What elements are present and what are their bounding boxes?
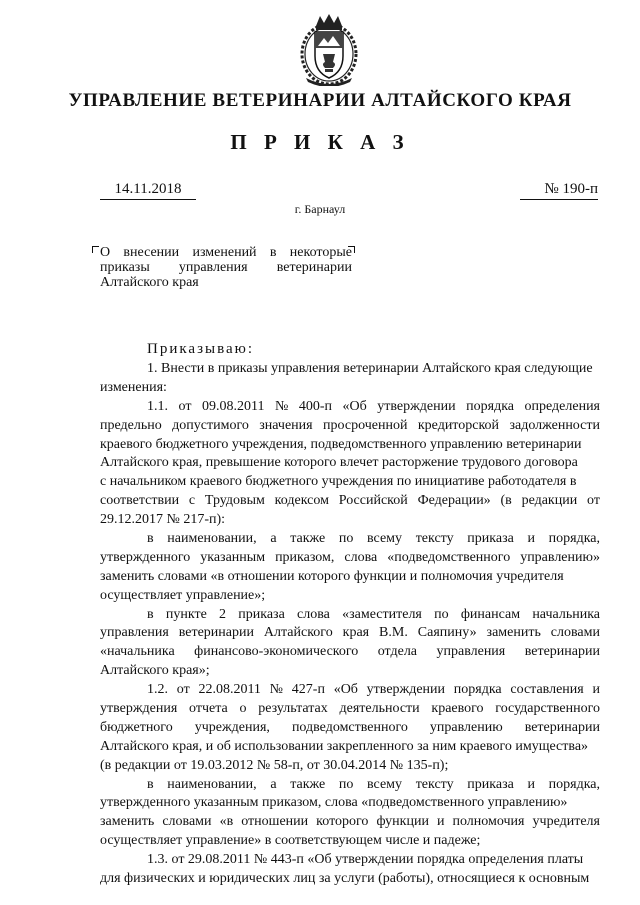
body-text-line: [100, 643, 600, 662]
body-word: в: [147, 531, 154, 547]
subject-word: управления: [178, 260, 248, 275]
body-word: Федерации»: [417, 493, 491, 509]
body-word: отношении: [241, 814, 309, 830]
body-word: тексту: [415, 776, 454, 792]
body-word: «начальника: [100, 644, 175, 660]
body-word: по: [338, 531, 354, 547]
body-word: бюджетного: [100, 719, 173, 735]
body-word: составления: [510, 682, 584, 698]
body-word: краевого бюджетного учреждения, подведомственного управлению ветеринарии: [100, 436, 582, 452]
body-word: 29.12.2017 № 217-п):: [100, 512, 226, 528]
body-text-line: [100, 568, 600, 587]
body-word: управления: [100, 625, 169, 641]
order-directive-word: Приказываю:: [147, 341, 254, 357]
body-word: порядка,: [548, 531, 600, 547]
body-word: и: [527, 531, 535, 547]
body-word: изменения:: [100, 379, 167, 395]
body-word: «Об: [333, 682, 358, 698]
body-text-line: [100, 360, 600, 379]
body-text-line: [100, 794, 600, 813]
body-word: всему: [367, 531, 403, 547]
body-word: 09.08.2011: [201, 398, 265, 414]
subject-word: приказы: [100, 260, 150, 275]
body-word: приказом,: [275, 549, 335, 565]
body-text-line: [100, 417, 600, 436]
organization-title: УПРАВЛЕНИЕ ВЕТЕРИНАРИИ АЛТАЙСКОГО КРАЯ: [68, 90, 572, 111]
body-word: также: [290, 776, 326, 792]
body-word: осуществляет управление»;: [100, 587, 266, 603]
body-word: ветеринарии: [524, 719, 600, 735]
body-word: пункте: [165, 606, 207, 622]
body-word: соответствии: [100, 493, 180, 509]
body-word: заменить словами «в отношении которого функции и полномочия учредителя: [100, 568, 564, 584]
body-word: отдела: [377, 644, 418, 660]
body-word: приказа: [238, 606, 285, 622]
body-word: утверждении: [377, 398, 456, 414]
body-word: словами: [162, 814, 212, 830]
body-word: №: [274, 398, 289, 414]
body-word: ветеринарии: [524, 644, 600, 660]
subject-corner-left: [92, 246, 99, 253]
body-word: для физических и юридических лиц за услуги (работы), относящиеся к основным: [100, 871, 590, 887]
body-word: «подведомственного: [387, 549, 511, 565]
body-word: с начальником краевого бюджетного учреждения по инициативе работодателя в: [100, 474, 577, 490]
body-word: утвержденного указанным приказом, слова «подведомственного управлению»: [100, 795, 568, 811]
body-word: по: [434, 606, 449, 622]
body-text-line: [100, 624, 600, 643]
body-text-line: [100, 700, 600, 719]
body-word: «в: [219, 814, 234, 830]
body-word: определения: [524, 398, 600, 414]
body-word: В.М.: [379, 625, 408, 641]
order-date: 14.11.2018: [100, 181, 196, 200]
body-text-line: [100, 530, 600, 549]
body-text-line: [100, 851, 600, 870]
subject-word: некоторые: [289, 245, 352, 260]
order-number: № 190-п: [520, 181, 598, 200]
body-word: приказа: [467, 776, 514, 792]
body-word: 427-п: [291, 682, 325, 698]
body-word: редакции: [521, 493, 578, 509]
body-word: порядка: [466, 398, 514, 414]
body-word: кредиторской: [417, 417, 500, 433]
body-word: слова: [297, 606, 330, 622]
subject-word: ветеринарии: [276, 260, 352, 275]
body-text-line: [100, 662, 600, 681]
body-word: с: [188, 493, 196, 509]
body-word: государственного: [495, 701, 600, 717]
body-word: и: [436, 814, 445, 830]
subject-line: [100, 245, 352, 260]
body-word: финансово-экономического: [194, 644, 359, 660]
body-word: приказа: [467, 531, 514, 547]
body-word: и: [527, 776, 535, 792]
body-word: задолженности: [509, 417, 600, 433]
subject-line: [100, 260, 352, 275]
body-word: Алтайского края»;: [100, 663, 210, 679]
body-word: края: [342, 625, 370, 641]
body-text-line: [100, 379, 600, 398]
body-word: функции: [376, 814, 429, 830]
body-word: утверждении: [366, 682, 446, 698]
subject-word: в: [269, 245, 277, 260]
body-word: ветеринарии: [178, 625, 254, 641]
body-word: начальника: [532, 606, 600, 622]
body-word: наименовании,: [167, 531, 257, 547]
body-text-line: [100, 681, 600, 700]
body-text-line: [100, 511, 600, 530]
body-word: Трудовым: [204, 493, 265, 509]
body-text-line: [100, 436, 600, 455]
body-word: «заместителя: [342, 606, 422, 622]
body-word: Российской: [338, 493, 408, 509]
document-type-heading: П Р И К А З: [230, 130, 410, 154]
body-word: отчета: [189, 701, 228, 717]
body-word: 2: [219, 606, 227, 622]
body-word: Саяпину»: [417, 625, 477, 641]
body-word: порядка: [453, 682, 502, 698]
body-text-line: [100, 473, 600, 492]
body-word: управлению: [429, 719, 503, 735]
body-word: финансам: [460, 606, 521, 622]
body-word: заменить: [486, 625, 541, 641]
body-word: 1.2.: [147, 682, 168, 698]
body-word: слова: [344, 549, 378, 565]
body-text-line: [100, 719, 600, 738]
body-word: краевого: [431, 701, 484, 717]
body-word: Алтайского: [263, 625, 333, 641]
body-text-line: [100, 776, 600, 795]
body-word: учредителя: [532, 814, 600, 830]
body-text-line: [100, 398, 600, 417]
subject-word: изменений: [192, 245, 257, 260]
body-text-line: [100, 606, 600, 625]
body-word: а: [270, 531, 277, 547]
body-word: полномочия: [452, 814, 525, 830]
body-word: в: [147, 606, 154, 622]
body-text-line: [100, 492, 600, 511]
subject-word: внесении: [123, 245, 180, 260]
body-word: утвержденного: [100, 549, 191, 565]
body-word: управлению»: [520, 549, 600, 565]
body-word: от: [178, 398, 192, 414]
body-word: заменить: [100, 814, 155, 830]
altai-coat-of-arms-icon: [298, 12, 360, 86]
body-word: указанным: [200, 549, 266, 565]
body-word: управления: [436, 644, 506, 660]
body-word: деятельности: [339, 701, 420, 717]
body-text-line: [100, 813, 600, 832]
body-word: тексту: [415, 531, 454, 547]
body-word: предельно: [100, 417, 162, 433]
subject-word: Алтайского края: [100, 275, 199, 290]
body-word: в: [147, 776, 154, 792]
body-word: 1. Внести в приказы управления ветеринарии Алтайского края следующие: [147, 361, 593, 376]
body-text-line: [100, 738, 600, 757]
body-word: 1.3. от 29.08.2011 № 443-п «Об утверждении порядка определения платы: [147, 852, 584, 868]
body-word: №: [269, 682, 284, 698]
body-word: от: [587, 493, 600, 509]
body-word: а: [270, 776, 277, 792]
body-word: и: [592, 682, 600, 698]
body-word: по: [338, 776, 354, 792]
body-word: порядка,: [548, 776, 600, 792]
issue-city: г. Барнаул: [294, 202, 346, 216]
body-text-line: [100, 549, 600, 568]
body-word: результатах: [258, 701, 328, 717]
body-word: 22.08.2011: [198, 682, 261, 698]
order-subject: [100, 245, 352, 290]
body-word: учреждения,: [194, 719, 270, 735]
body-word: (в редакции от 19.03.2012 № 58-п, от 30.04.2014 № 135-п);: [100, 757, 449, 773]
body-word: от: [176, 682, 190, 698]
subject-line: [100, 275, 352, 290]
body-word: значения: [259, 417, 313, 433]
body-word: (в: [500, 493, 512, 509]
body-text-line: [100, 757, 600, 776]
body-text-line: [100, 832, 600, 851]
body-text-line: [100, 454, 600, 473]
body-word: также: [290, 531, 326, 547]
order-body: [100, 360, 600, 889]
body-word: словами: [550, 625, 600, 641]
body-word: «Об: [342, 398, 367, 414]
body-word: всему: [367, 776, 403, 792]
body-word: осуществляет управление» в соответствующем числе и падеже;: [100, 833, 481, 849]
body-word: допустимого: [172, 417, 249, 433]
body-word: о: [239, 701, 247, 717]
body-word: 400-п: [298, 398, 332, 414]
body-word: 1.1.: [147, 398, 168, 414]
body-text-line: [100, 870, 600, 889]
body-word: утверждения: [100, 701, 178, 717]
body-word: подведомственного: [291, 719, 408, 735]
body-text-line: [100, 587, 600, 606]
body-word: просроченной: [323, 417, 408, 433]
body-word: кодексом: [274, 493, 329, 509]
body-word: Алтайского края, и об использовании закрепленного за ним краевого имущества»: [100, 738, 589, 754]
body-word: Алтайского края, превышение которого влечет расторжение трудового договора: [100, 455, 578, 471]
body-word: которого: [316, 814, 369, 830]
subject-word: О: [100, 245, 111, 260]
body-word: наименовании,: [167, 776, 257, 792]
